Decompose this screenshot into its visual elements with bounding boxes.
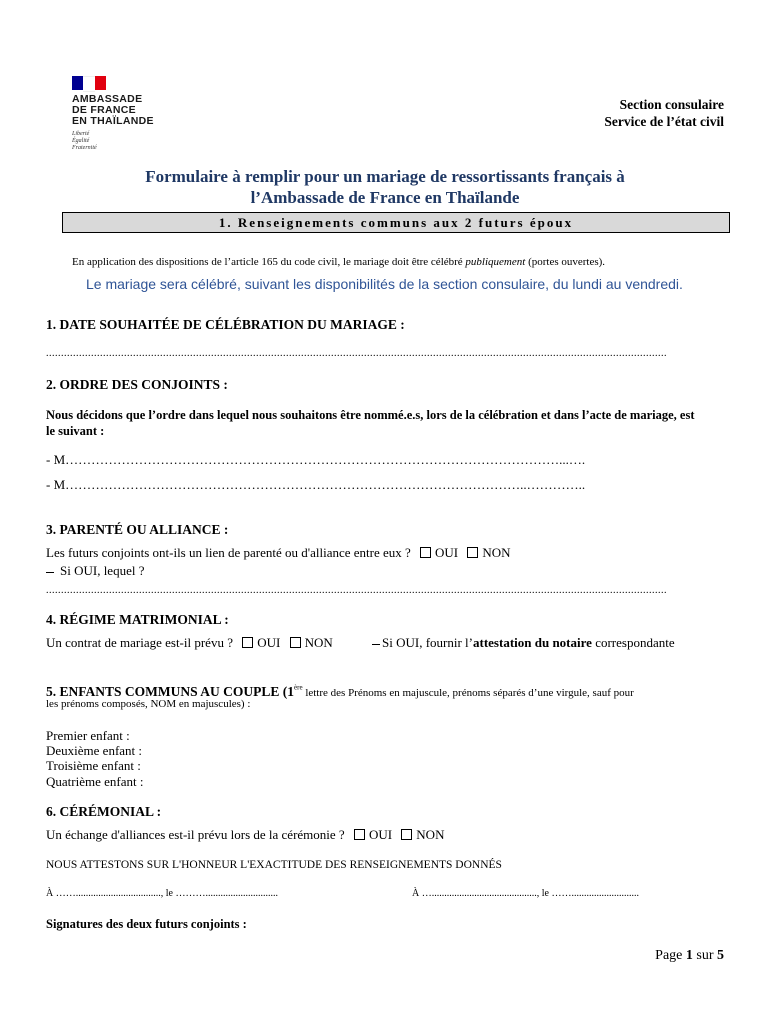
intro-italic: publiquement [465,256,526,268]
children-sup: ère [294,683,303,692]
intro-after: (portes ouvertes). [525,256,606,268]
kinship-non-checkbox[interactable] [467,547,478,558]
kinship-oui-label: OUI [435,545,459,560]
regime-if-yes-before: Si OUI, fournir l’ [382,635,473,650]
regime-if-yes-row [372,635,675,651]
motto-line-3: Fraternité [72,145,97,151]
regime-oui-label: OUI [257,635,281,650]
kinship-oui-checkbox[interactable] [420,547,431,558]
page-number [655,948,724,964]
page-title-line-1: Formulaire à remplir pour un mariage de ressortissants français à [145,167,625,186]
regime-question-row [46,635,333,651]
order-line-2[interactable]: - M……………………………………………………………………………………………..………….. [46,477,586,492]
motto-line-1: Liberté [72,131,90,137]
kinship-heading: 3. PARENTÉ OU ALLIANCE : [46,522,229,537]
kinship-question: Les futurs conjoints ont-ils un lien de parenté ou d'alliance entre eux ? [46,545,411,560]
regime-non-label: NON [304,635,333,650]
page-label: Page [655,948,683,963]
place-date-field-1[interactable]: À …….................................., le ………............................. [46,888,278,899]
motto-line-2: Égalité [72,138,90,144]
order-text: Nous décidons que l’ordre dans lequel nous souhaitons être nommé.e.s, lors de la célébration et dans l’acte de mariage, est le suivant : [46,408,695,438]
header-service: Service de l’état civil [604,114,724,129]
date-field[interactable]: ............................................................................................................................................................................................................... [46,348,667,359]
child-2-label: Deuxième enfant : [46,743,143,758]
page-total: 5 [717,948,724,963]
dash-icon [46,572,54,573]
header-section: Section consulaire [619,97,724,112]
page-of-label: sur [696,948,714,963]
dash-icon [372,644,380,645]
order-heading: 2. ORDRE DES CONJOINTS : [46,377,228,392]
ceremony-heading: 6. CÉRÉMONIAL : [46,804,162,819]
ceremony-oui-checkbox[interactable] [354,829,365,840]
logo-line-2: DE FRANCE [72,104,136,116]
children-heading-line-2: les prénoms composés, NOM en majuscules) : [46,698,251,710]
child-3-label: Troisième enfant : [46,758,141,773]
kinship-question-row [46,545,511,561]
ceremony-oui-label: OUI [368,827,393,842]
french-flag-icon [72,76,106,90]
ceremony-question-row [46,827,444,843]
ceremony-non-checkbox[interactable] [401,829,412,840]
place-date-field-2[interactable]: À ….........................................., le ……........................... [412,888,639,899]
logo-line-3: EN THAÏLANDE [72,115,154,127]
regime-non-checkbox[interactable] [290,637,301,648]
order-line-1[interactable]: - M……………………………………………………………………………………………………...…. [46,452,586,467]
section-title-box: 1. Renseignements communs aux 2 futurs époux [62,212,730,233]
children-heading: 5. ENFANTS COMMUNS AU COUPLE [46,684,280,699]
regime-heading: 4. RÉGIME MATRIMONIAL : [46,612,229,627]
page-current: 1 [685,948,693,963]
intro-text [72,256,605,268]
kinship-if-yes: Si OUI, lequel ? [60,563,145,578]
date-heading: 1. DATE SOUHAITÉE DE CÉLÉBRATION DU MARIAGE : [46,317,405,332]
children-paren: (1 [279,684,295,699]
child-1-label: Premier enfant : [46,728,130,743]
intro-before: En application des dispositions de l’article 165 du code civil, le mariage doit être célébré [72,256,466,268]
regime-question: Un contrat de mariage est-il prévu ? [46,635,233,650]
attestation-text: NOUS ATTESTONS SUR L'HONNEUR L'EXACTITUDE DES RENSEIGNEMENTS DONNÉS [46,859,502,871]
signatures-label: Signatures des deux futurs conjoints : [46,917,247,931]
ceremony-non-label: NON [416,827,445,842]
regime-if-yes-after: correspondante [591,635,675,650]
children-rest: lettre des Prénoms en majuscule, prénoms séparés d’une virgule, sauf pour [302,687,634,699]
page-title-line-2: l’Ambassade de France en Thaïlande [250,188,520,207]
regime-if-yes-bold: attestation du notaire [473,635,592,650]
child-4-label: Quatrième enfant : [46,774,144,789]
kinship-if-yes-row [46,563,144,579]
kinship-non-label: NON [482,545,511,560]
regime-oui-checkbox[interactable] [242,637,253,648]
logo-line-1: AMBASSADE [72,93,143,105]
ceremony-question: Un échange d'alliances est-il prévu lors de la cérémonie ? [46,827,345,842]
kinship-field[interactable]: ............................................................................................................................................................................................................... [46,585,667,596]
availability-note: Le mariage sera célébré, suivant les disponibilités de la section consulaire, du lundi au vendredi. [86,276,683,292]
